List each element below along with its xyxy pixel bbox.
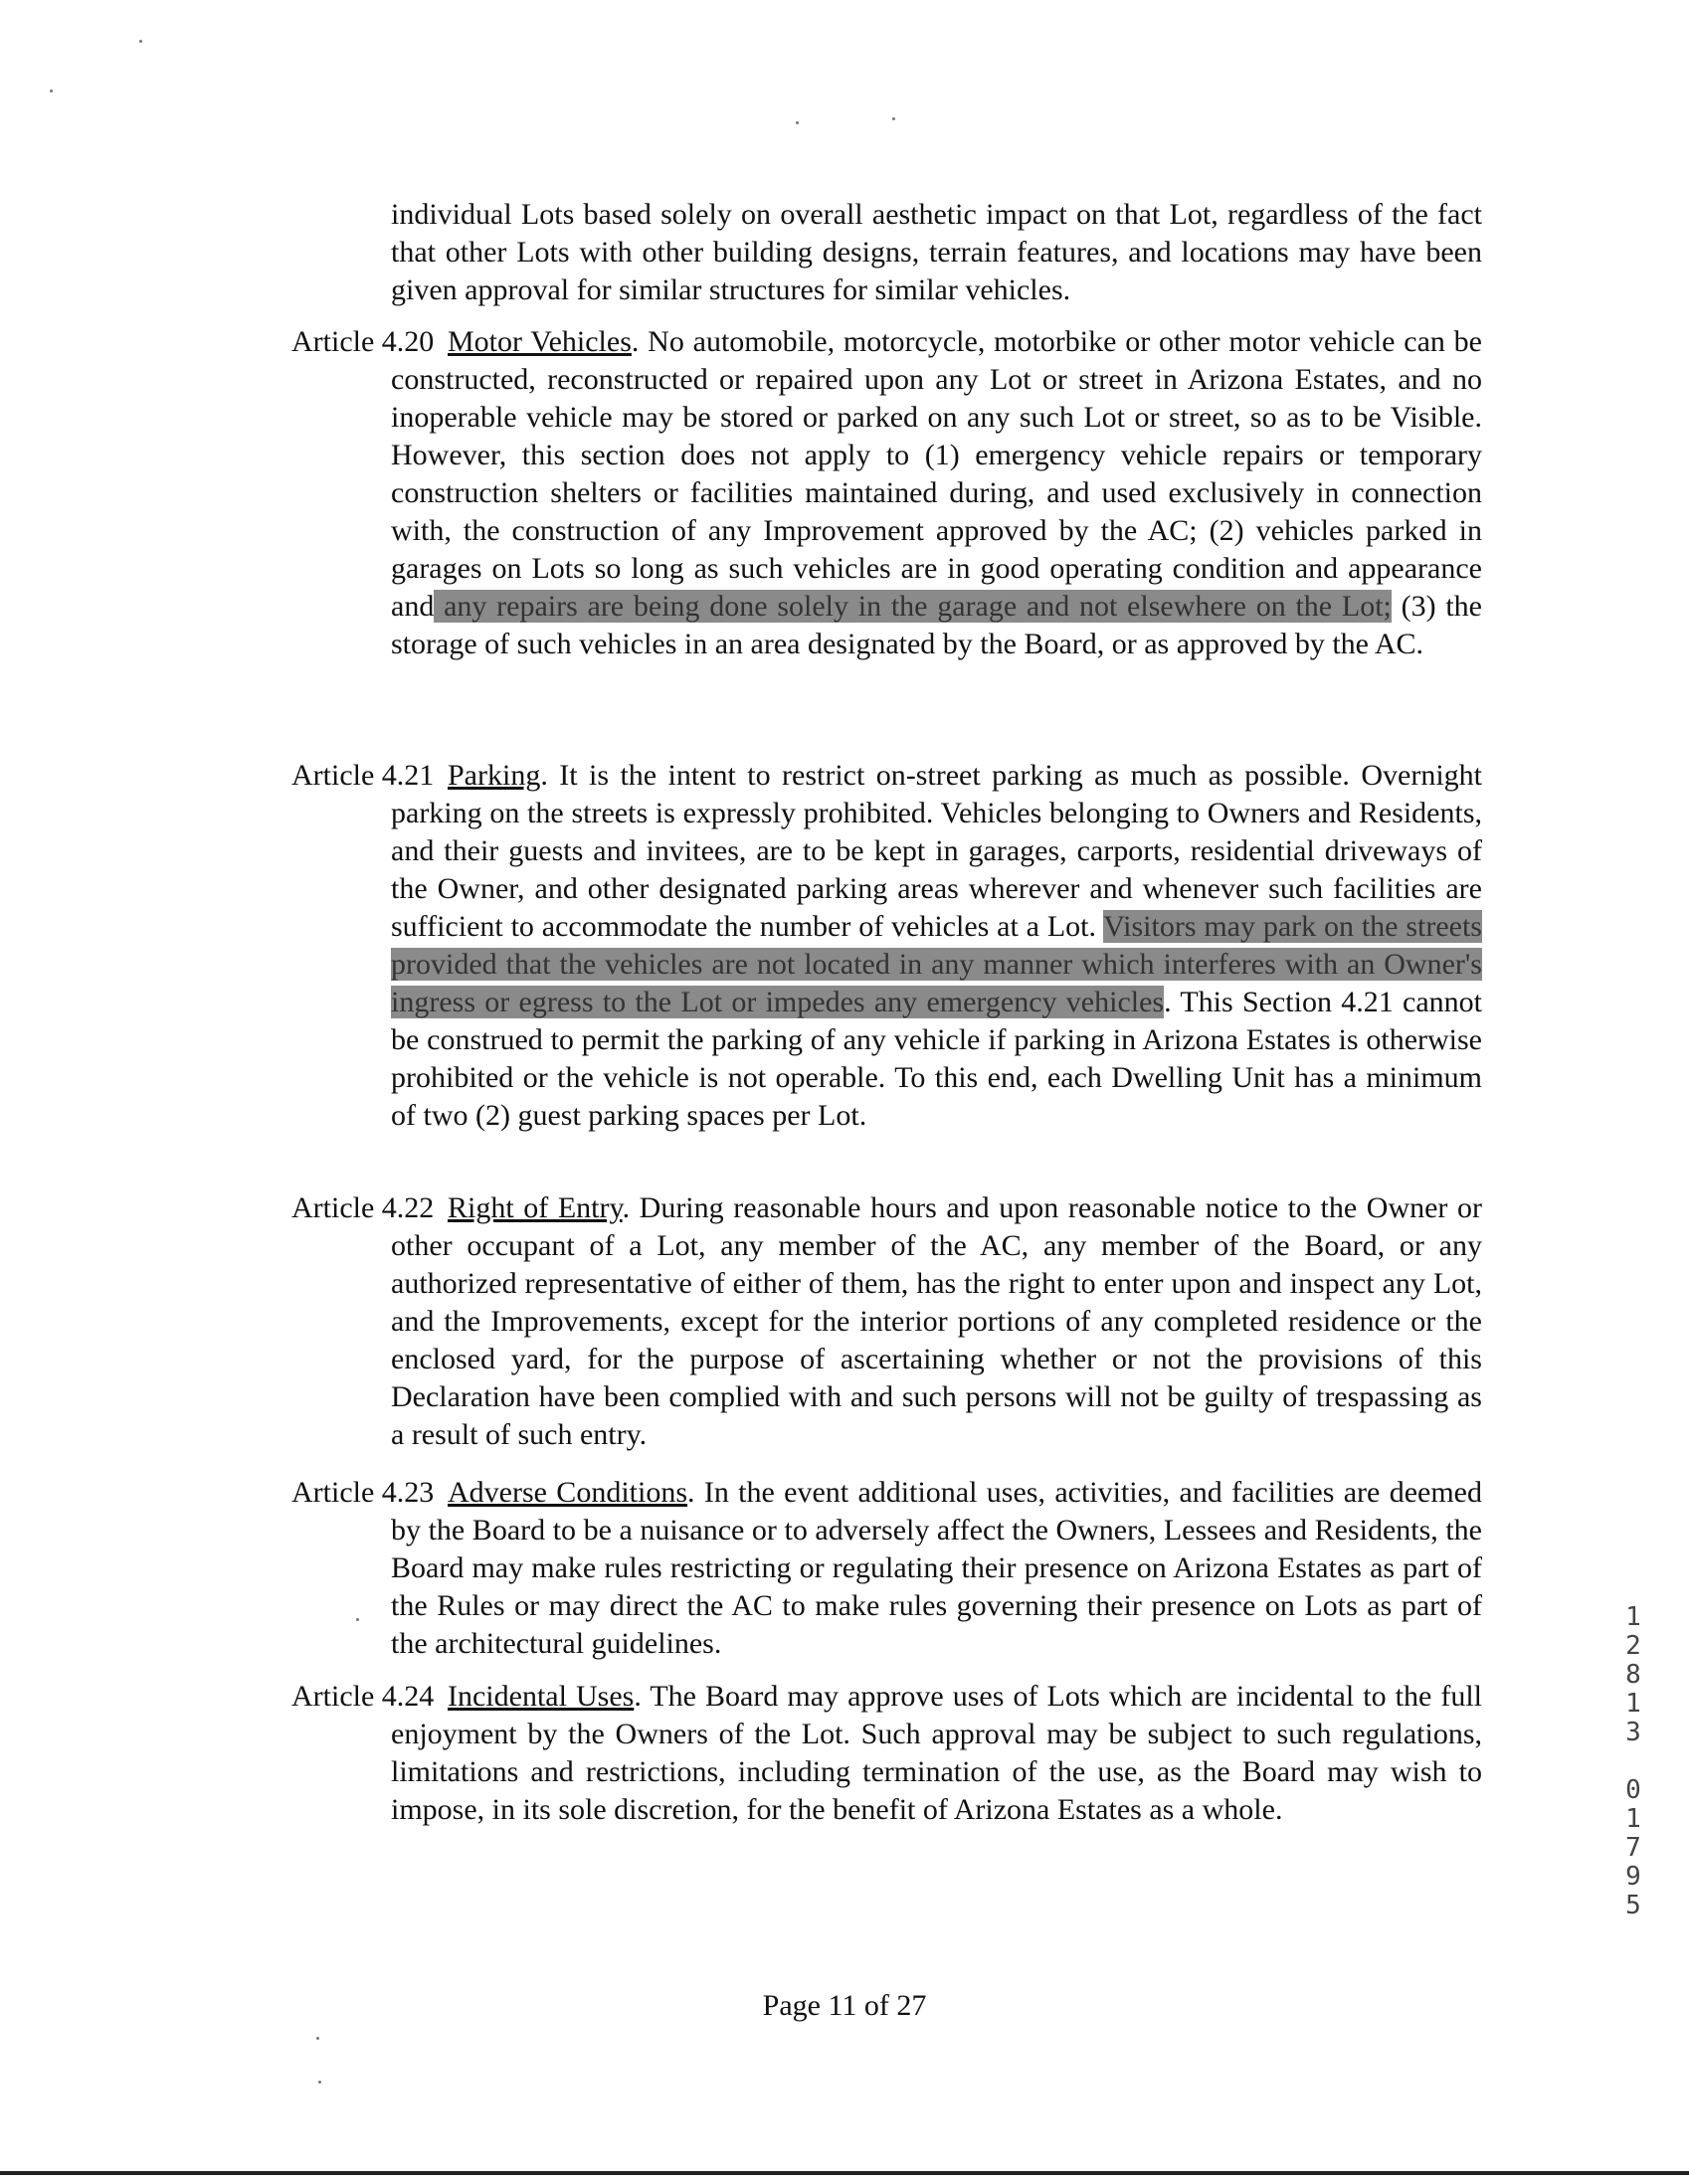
article-heading: Adverse Conditions [448, 1476, 687, 1509]
scan-speck [892, 117, 895, 120]
article-number: Article 4.20 [291, 325, 435, 358]
article-heading: Motor Vehicles [448, 325, 632, 358]
recording-number-stamp: 1 2 8 1 3 0 1 7 9 5 [1625, 1602, 1641, 1920]
article-text: . In the event additional uses, activities, and facilities are deemed by the Board to be a nuisance or to adversely affect the Owners, Lessees and Residents, the Board may make rules restricting or regulating their presence on Arizona Estates as part of the Rules or may direct the AC to make rules governing their presence on Lots as part of the architectural guidelines. [391, 1476, 1482, 1660]
article-text: . During reasonable hours and upon reasonable notice to the Owner or other occupant of a Lot, any member of the AC, any member of the Board, or any authorized representative of either of them, has the right to enter upon and inspect any Lot, and the Improvements, except for the interior portions of any completed residence or the enclosed yard, for the purpose of ascertaining whether or not the provisions of this Declaration have been complied with and such persons will not be guilty of trespassing as a result of such entry. [391, 1191, 1482, 1451]
scan-speck [356, 1618, 359, 1621]
scan-speck [139, 40, 142, 43]
article-text: . The Board may approve uses of Lots which are incidental to the full enjoyment by the Owners of the Lot. Such approval may be subject to such regulations, limitations and restrictions, including termination of the use, as the Board may wish to impose, in its sole discretion, for the benefit of Arizona Estates as a whole. [391, 1680, 1482, 1826]
scan-speck [796, 121, 799, 124]
article-text: . No automobile, motorcycle, motorbike or other motor vehicle can be constructed, reconstructed or repaired upon any Lot or street in Arizona Estates, and no inoperable vehicle may be stored or parked on any such Lot or street, so as to be Visible. However, this section does not apply to (1) emergency vehicle repairs or temporary construction shelters or facilities maintained during, and used exclusively in connection with, the construction of any Improvement approved by the AC; (2) vehicles parked in garages on Lots so long as such vehicles are in good operating condition and appearance and [391, 325, 1483, 623]
article-heading: Right of Entry [448, 1191, 623, 1224]
article-number: Article 4.22 [291, 1191, 435, 1224]
article-4-23 [291, 1474, 1482, 1663]
scan-speck [316, 2037, 319, 2040]
article-4-20 [291, 323, 1482, 663]
article-text-after: . This Section 4.21 cannot be construed to permit the parking of any vehicle if parking in Arizona Estates is otherwise prohibited or the vehicle is not operable. To this end, each Dwelling Unit has a minimum of two (2) guest parking spaces per Lot. [391, 986, 1482, 1132]
scan-speck [318, 2081, 321, 2084]
redaction-highlight: Visitors may park on the streets provided that the vehicles are not located in any manner which interferes with an Owner's ingress or egress to the Lot or impedes any emergency vehicles [391, 910, 1482, 1018]
article-body [391, 1189, 1482, 1454]
article-4-22 [291, 1189, 1482, 1454]
article-number: Article 4.21 [291, 759, 435, 792]
continuation-paragraph: individual Lots based solely on overall aesthetic impact on that Lot, regardless of the fact that other Lots with other building designs, terrain features, and locations may have been given approval for similar structures for similar vehicles. [391, 198, 1482, 306]
article-heading: Incidental Uses [448, 1680, 635, 1713]
scan-speck [50, 90, 53, 92]
article-text: . It is the intent to restrict on-street parking as much as possible. Overnight parking on the streets is expressly prohibited. Vehicles belonging to Owners and Residents, and their guests and invitees, are to be kept in garages, carports, residential driveways of the Owner, and other designated parking areas wherever and whenever such facilities are sufficient to accommodate the number of vehicles at a Lot. [391, 759, 1482, 943]
article-4-21 [291, 757, 1482, 1135]
article-4-24 [291, 1678, 1482, 1829]
redaction-highlight: any repairs are being done solely in the garage and not elsewhere on the Lot; [434, 590, 1392, 623]
scan-bottom-edge [0, 2171, 1689, 2175]
article-body [391, 1678, 1482, 1829]
article-heading: Parking [448, 759, 541, 792]
article-body [391, 323, 1482, 663]
article-body [391, 1474, 1482, 1663]
article-text-after: (3) the storage of such vehicles in an area designated by the Board, or as approved by the AC. [391, 590, 1483, 660]
article-number: Article 4.24 [291, 1680, 435, 1713]
article-body [391, 757, 1482, 1135]
article-number: Article 4.23 [291, 1476, 435, 1509]
page-number-footer: Page 11 of 27 [762, 1989, 927, 2022]
